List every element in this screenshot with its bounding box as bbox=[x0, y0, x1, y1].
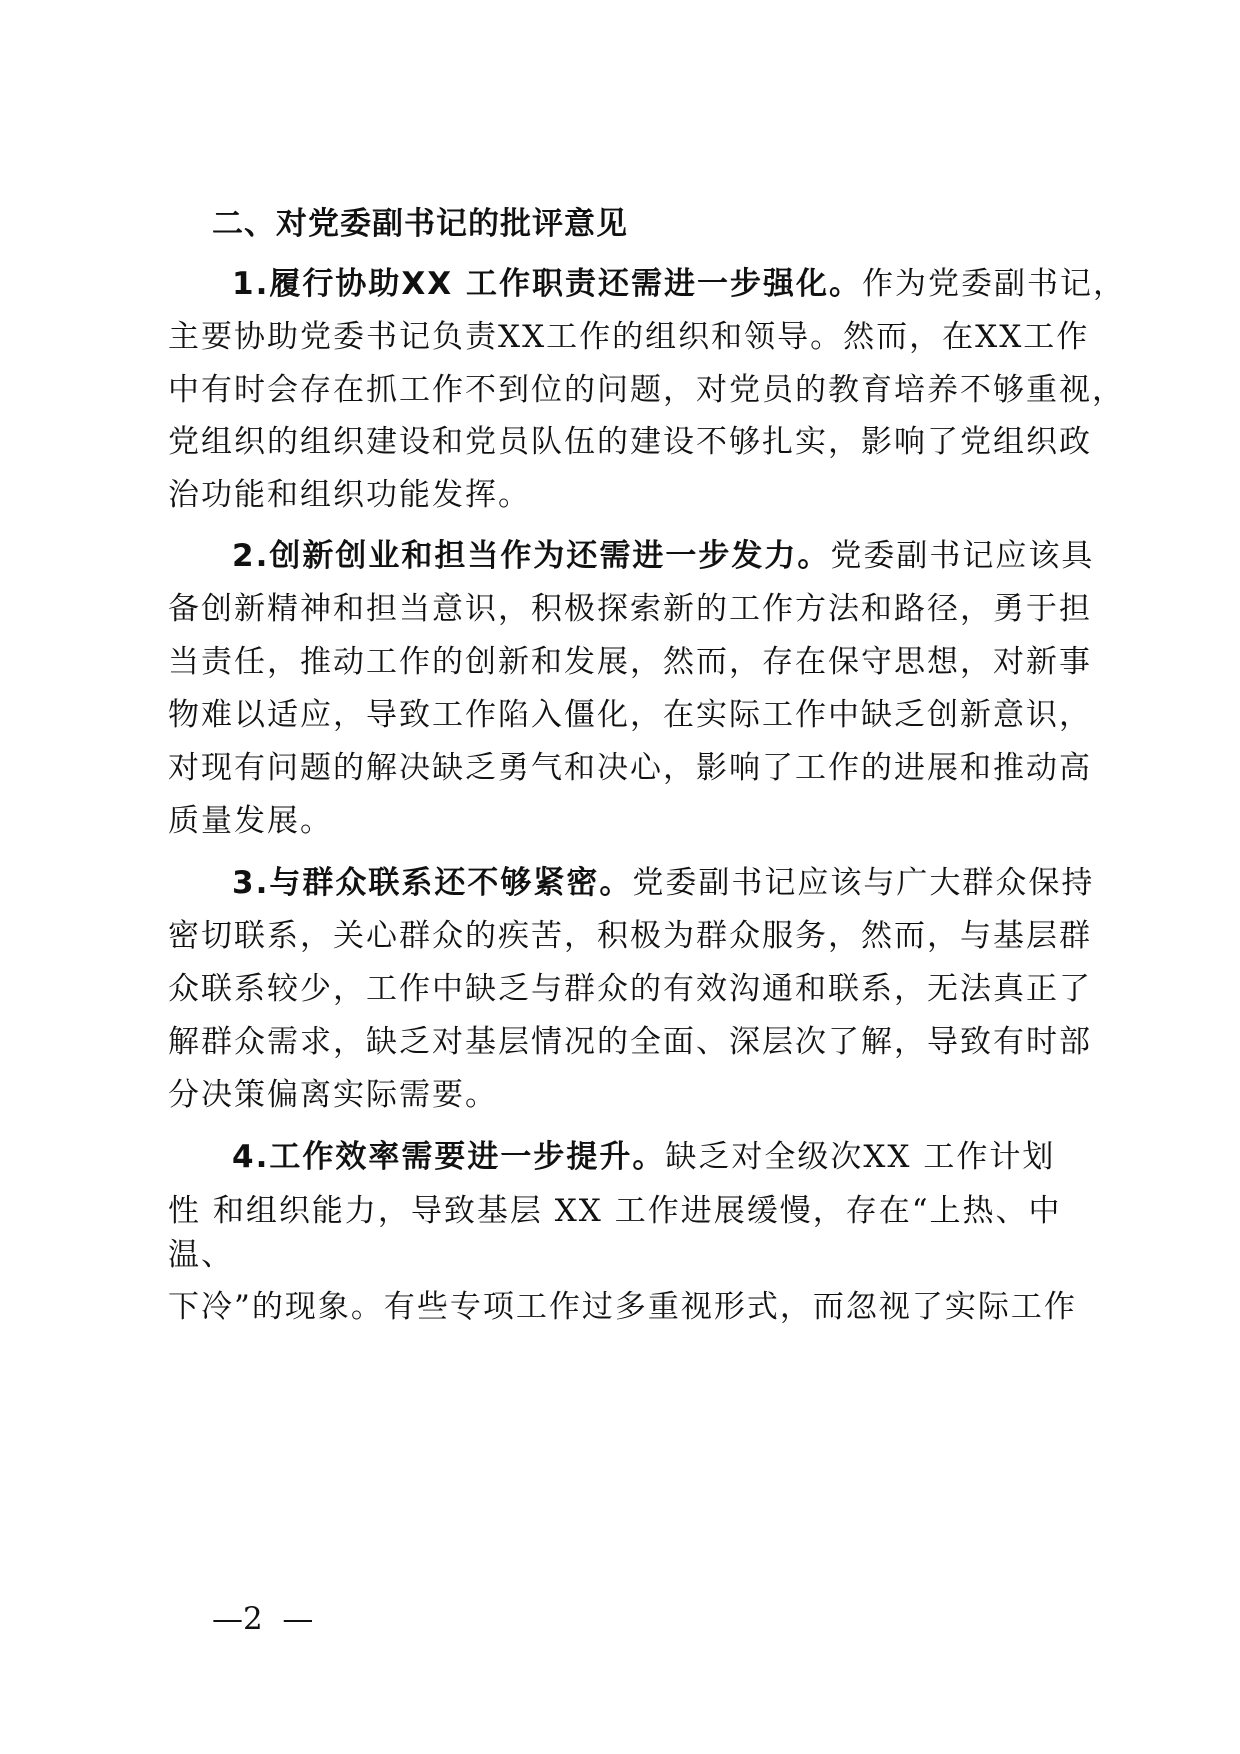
paragraph-1-line-4: 党组织的组织建设和党员队伍的建设不够扎实，影响了党组织政 bbox=[168, 424, 1092, 460]
paragraph-3-line-4: 解群众需求，缺乏对基层情况的全面、深层次了解，导致有时部 bbox=[168, 1024, 1092, 1060]
paragraph-4-line-1: 缺乏对全级次XX 工作计划 bbox=[665, 1139, 1056, 1175]
paragraph-2-line-5: 对现有问题的解决缺乏勇气和决心，影响了工作的进展和推动高 bbox=[168, 750, 1092, 786]
paragraph-2-line-3: 当责任，推动工作的创新和发展，然而，存在保守思想，对新事 bbox=[168, 644, 1092, 680]
paragraph-3-line-1: 党委副书记应该与广大群众保持 bbox=[632, 865, 1095, 901]
paragraph-1-line-3: 中有时会存在抓工作不到位的问题，对党员的教育培养不够重视， bbox=[168, 372, 1125, 408]
paragraph-2-line-1: 党委副书记应该具 bbox=[830, 538, 1095, 574]
paragraph-2-line-2: 备创新精神和担当意识，积极探索新的工作方法和路径，勇于担 bbox=[168, 591, 1092, 627]
paragraph-3-line-5: 分决策偏离实际需要。 bbox=[168, 1077, 498, 1113]
paragraph-1-line-2: 主要协助党委书记负责XX工作的组织和领导。然而，在XX工作 bbox=[168, 319, 1090, 355]
paragraph-1-title: 1.履行协助XX 工作职责还需进一步强化。 bbox=[232, 266, 862, 302]
paragraph-4-line-3: 温、 bbox=[168, 1237, 234, 1273]
paragraph-2-first-line bbox=[232, 534, 1094, 578]
paragraph-1-line-5: 治功能和组织功能发挥。 bbox=[168, 477, 531, 513]
paragraph-4-first-line bbox=[232, 1135, 1055, 1179]
page-number: —2 — bbox=[212, 1601, 314, 1637]
paragraph-1-line-1: 作为党委副书记， bbox=[861, 266, 1126, 302]
paragraph-1-first-line bbox=[232, 262, 1126, 306]
paragraph-3-first-line bbox=[232, 861, 1094, 905]
paragraph-4-line-2: 性 和组织能力，导致基层 XX 工作进展缓慢，存在“上热、中 bbox=[168, 1193, 1062, 1229]
paragraph-3-title: 3.与群众联系还不够紧密。 bbox=[232, 865, 633, 901]
section-heading: 二、对党委副书记的批评意见 bbox=[212, 206, 628, 242]
paragraph-4-title: 4.工作效率需要进一步提升。 bbox=[232, 1139, 666, 1175]
paragraph-3-line-2: 密切联系，关心群众的疾苦，积极为群众服务，然而，与基层群 bbox=[168, 918, 1092, 954]
paragraph-2-line-4: 物难以适应，导致工作陷入僵化，在实际工作中缺乏创新意识， bbox=[168, 697, 1092, 733]
paragraph-3-line-3: 众联系较少，工作中缺乏与群众的有效沟通和联系，无法真正了 bbox=[168, 971, 1092, 1007]
paragraph-2-line-6: 质量发展。 bbox=[168, 803, 333, 839]
paragraph-2-title: 2.创新创业和担当作为还需进一步发力。 bbox=[232, 538, 831, 574]
paragraph-4-line-4: 下冷”的现象。有些专项工作过多重视形式，而忽视了实际工作 bbox=[168, 1289, 1077, 1325]
